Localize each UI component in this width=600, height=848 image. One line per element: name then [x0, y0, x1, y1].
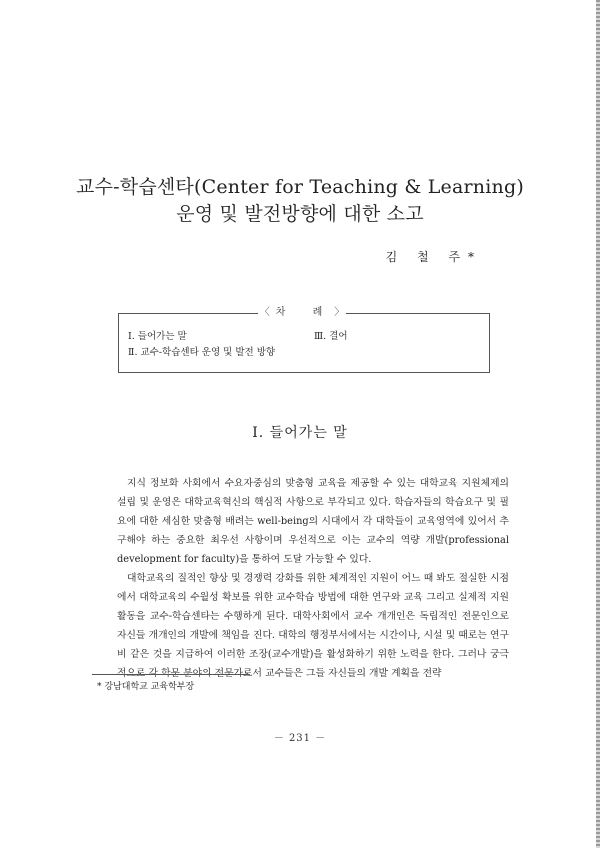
- section-heading: Ⅰ. 들어가는 말: [252, 425, 348, 441]
- paragraph-1: 지식 정보화 사회에서 수요자중심의 맞춤형 교육을 제공할 수 있는 대학교육 지원체제의 설립 및 운영은 대학교육혁신의 핵심적 사항으로 부각되고 있다. 학습자들의 학습요구 및 필요에 대한 세심한 맞춤형 배려는 well-being의 시대에서 각 대학들이 교육영역에 있어서 추구해야 하는 중요한 최우선 사항이며 우선적으로 이는 교수의 역량 개발(professional development for faculty)을 통하여 도달 가능할 수 있다.: [117, 478, 509, 565]
- paper-title-line2: 운영 및 발전방향에 대한 소고: [176, 203, 424, 225]
- toc-item-conclusion: Ⅲ. 결어: [314, 331, 348, 342]
- toc-item-operation: Ⅱ. 교수-학습센타 운영 및 발전 방향: [128, 347, 276, 358]
- toc-heading-text: 차 례: [275, 307, 335, 318]
- paper-title-line1: 교수-학습센타(Center for Teaching & Learning): [76, 176, 524, 198]
- toc-heading-left-bracket: 〈: [259, 307, 270, 318]
- paragraph-2: 대학교육의 질적인 향상 및 경쟁력 강화를 위한 체계적인 지원이 어느 때 봐도 절실한 시점에서 대학교육의 수월성 확보를 위한 교수학습 방법에 대한 연구와 교육 그리고 실제적 지원활동을 교수-학습센타는 수행하게 된다. 대학사회에서 교수 개개인은 독립적인 전문인으로 자신들 개개인의 개발에 책임을 진다. 대학의 행정부서에서는 시간이나, 시설 및 때로는 연구비 같은 것을 지급하여 이러한 조장(교수개발)을 활성화하기 위한 노력을 한다. 그러나 궁극적으로 각 학문 분야의 전문가로서 교수들은 그들 자신들의 개발 계획을 전략: [117, 573, 509, 679]
- toc-item-introduction: Ⅰ. 들어가는 말: [128, 331, 187, 342]
- footnote-rule: [92, 674, 250, 675]
- author-name: 김 철 주*: [385, 250, 482, 264]
- body-text: [117, 474, 509, 683]
- toc-heading-right-bracket: 〉: [334, 307, 345, 318]
- toc-heading: [258, 305, 346, 321]
- page-number: － 231 －: [273, 733, 327, 744]
- footnote: * 강남대학교 교육학부장: [97, 682, 195, 692]
